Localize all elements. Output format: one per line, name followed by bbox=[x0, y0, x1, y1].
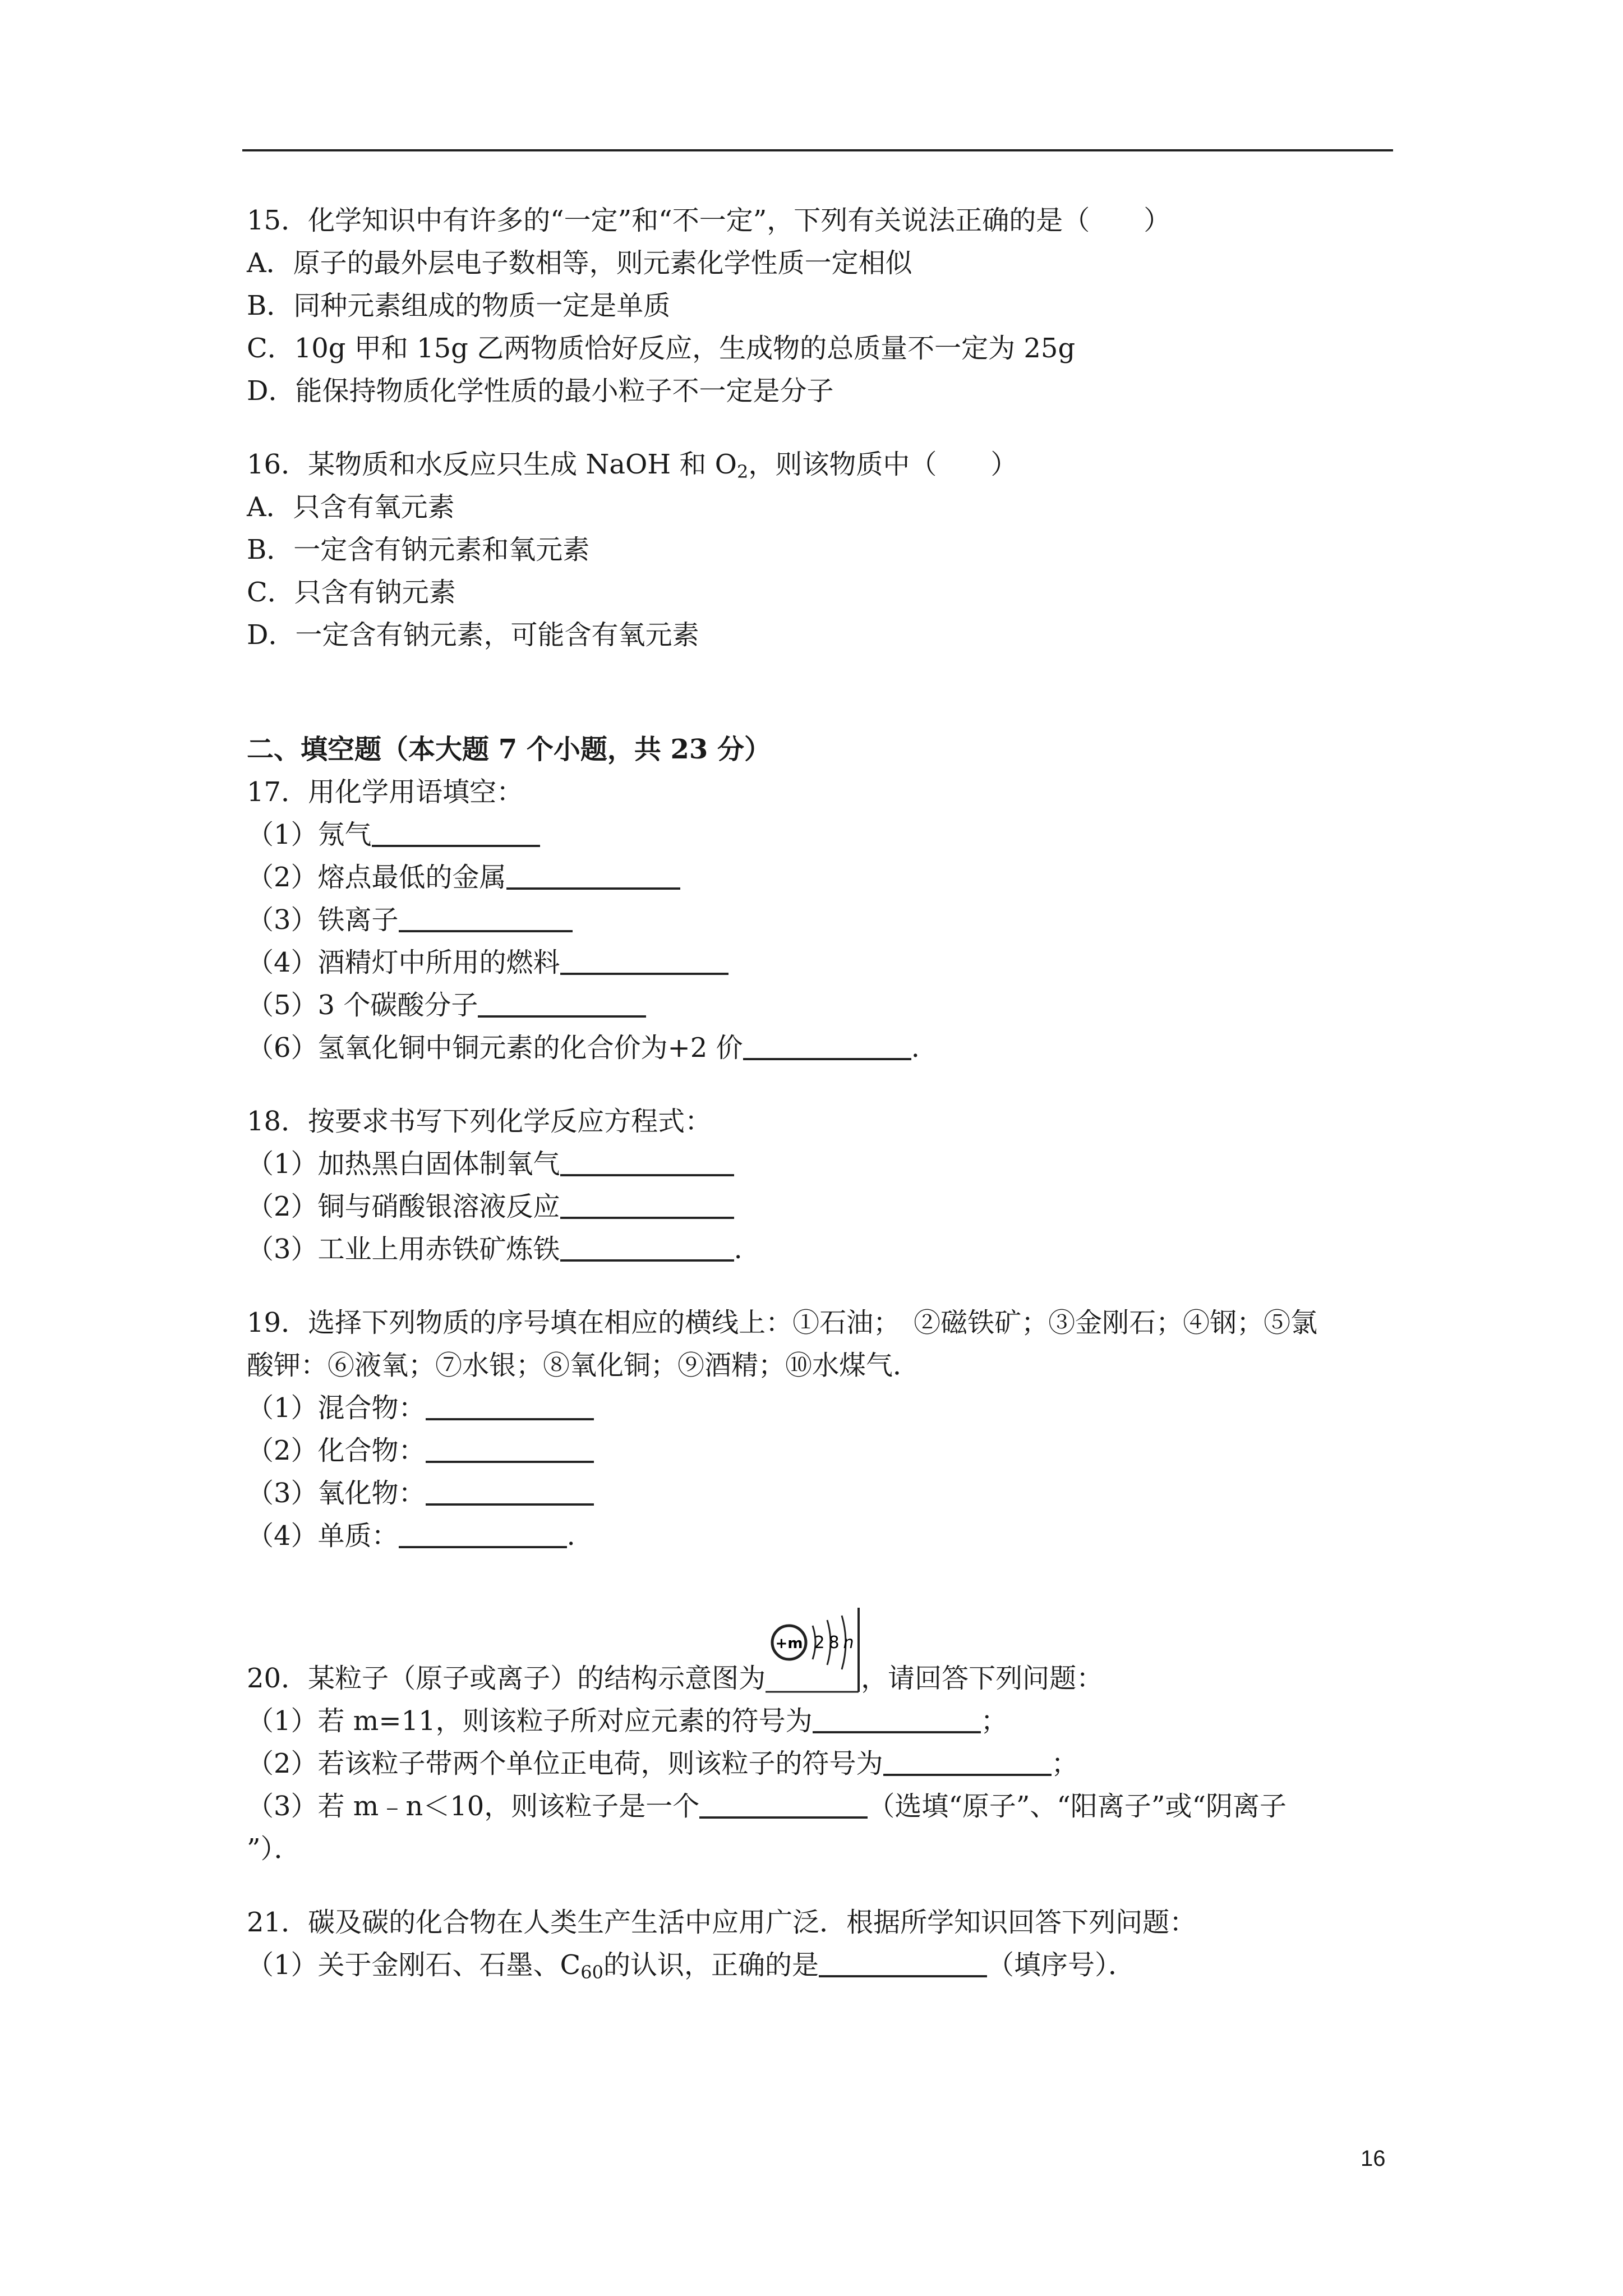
shell-1-electrons: 2 bbox=[814, 1633, 825, 1653]
header-rule bbox=[242, 149, 1393, 151]
item-1: （1）关于金刚石、石墨、$C_{60}$的认识，正确的是 （填序号）． bbox=[247, 1949, 1136, 1983]
question-19 bbox=[247, 1301, 1402, 1557]
nucleus-label: +m bbox=[775, 1635, 803, 1652]
item-3: （3）铁离子 bbox=[247, 899, 1402, 941]
answer-blank[interactable] bbox=[506, 861, 680, 890]
question-stem: 19．选择下列物质的序号填在相应的横线上：①石油； ②磁铁矿；③金刚石；④钢；⑤氯 bbox=[247, 1307, 1318, 1338]
answer-blank[interactable] bbox=[560, 1232, 734, 1262]
question-stem-cont: 酸钾：⑥液氧；⑦水银；⑧氧化铜；⑨酒精；⑩水煤气． bbox=[247, 1350, 920, 1381]
shell-2-electrons: 8 bbox=[828, 1633, 840, 1653]
page-number: 16 bbox=[1361, 2146, 1386, 2171]
item-3-cont: ”）． bbox=[247, 1833, 301, 1865]
answer-blank[interactable] bbox=[426, 1434, 594, 1463]
answer-blank[interactable] bbox=[883, 1747, 1052, 1776]
item-1: （1）混合物： bbox=[247, 1387, 1402, 1429]
answer-blank[interactable] bbox=[560, 1190, 734, 1219]
answer-blank[interactable] bbox=[372, 818, 540, 847]
question-21 bbox=[247, 1901, 1402, 1986]
answer-blank[interactable] bbox=[399, 903, 573, 932]
item-2: （2）若该粒子带两个单位正电荷，则该粒子的符号为 ； bbox=[247, 1748, 1078, 1779]
item-3: （3）工业上用赤铁矿炼铁 . bbox=[247, 1234, 743, 1265]
question-16 bbox=[247, 443, 1402, 656]
option-c: C．只含有钠元素 bbox=[247, 577, 456, 608]
answer-blank[interactable] bbox=[560, 946, 728, 975]
question-18 bbox=[247, 1100, 1402, 1271]
item-1: （1）若 m=11，则该粒子所对应元素的符号为 ； bbox=[247, 1705, 1008, 1737]
question-stem: 20．某粒子（原子或离子）的结构示意图为 +m 2 8 n ，请回答下列问题： bbox=[247, 1608, 1402, 1700]
question-15 bbox=[247, 199, 1402, 412]
item-5: （5）3 个碳酸分子 bbox=[247, 984, 1402, 1027]
answer-blank[interactable] bbox=[743, 1031, 911, 1060]
option-b: B．同种元素组成的物质一定是单质 bbox=[247, 290, 671, 321]
question-stem: 21．碳及碳的化合物在人类生产生活中应用广泛．根据所学知识回答下列问题： bbox=[247, 1907, 1197, 1938]
item-6: （6）氢氧化铜中铜元素的化合价为+2 价 . bbox=[247, 1032, 920, 1064]
item-4: （4）单质： . bbox=[247, 1520, 575, 1552]
answer-blank[interactable] bbox=[560, 1147, 734, 1176]
answer-blank[interactable] bbox=[399, 1519, 567, 1548]
answer-blank[interactable] bbox=[426, 1391, 594, 1420]
question-stem: 16．某物质和水反应只生成 NaOH 和 $O_2$，则该物质中（ ） bbox=[247, 449, 1018, 482]
option-b: B．一定含有钠元素和氧元素 bbox=[247, 534, 590, 565]
item-2: （2）铜与硝酸银溶液反应 bbox=[247, 1185, 1402, 1228]
answer-blank[interactable] bbox=[478, 988, 646, 1018]
answer-blank[interactable] bbox=[813, 1704, 981, 1733]
item-2: （2）化合物： bbox=[247, 1429, 1402, 1472]
answer-blank[interactable] bbox=[426, 1476, 594, 1506]
question-20 bbox=[247, 1608, 1402, 1870]
answer-blank[interactable] bbox=[819, 1948, 987, 1977]
option-d: D．一定含有钠元素，可能含有氧元素 bbox=[247, 619, 699, 651]
option-d: D．能保持物质化学性质的最小粒子不一定是分子 bbox=[247, 375, 834, 407]
item-4: （4）酒精灯中所用的燃料 bbox=[247, 941, 1402, 984]
document-body bbox=[247, 199, 1402, 2017]
item-1: （1）氖气 bbox=[247, 813, 1402, 856]
item-3: （3）氧化物： bbox=[247, 1472, 1402, 1515]
item-1: （1）加热黑白固体制氧气 bbox=[247, 1143, 1402, 1185]
shell-3-electrons: n bbox=[843, 1633, 854, 1653]
question-stem: 18．按要求书写下列化学反应方程式： bbox=[247, 1106, 712, 1137]
atomic-structure-diagram bbox=[766, 1608, 861, 1697]
atomic-structure-svg bbox=[766, 1608, 861, 1697]
option-c: C．10g 甲和 15g 乙两物质恰好反应，生成物的总质量不一定为 25g bbox=[247, 333, 1076, 364]
question-stem: 17．用化学用语填空： bbox=[247, 776, 524, 808]
question-17 bbox=[247, 771, 1402, 1069]
option-a: A．只含有氧元素 bbox=[247, 491, 455, 523]
item-3: （3）若 m﹣n＜10，则该粒子是一个 （选填“原子”、“阳离子”或“阴离子 bbox=[247, 1791, 1287, 1822]
question-stem: 15．化学知识中有许多的“一定”和“不一定”，下列有关说法正确的是（ ） bbox=[247, 205, 1171, 236]
option-a: A．原子的最外层电子数相等，则元素化学性质一定相似 bbox=[247, 247, 912, 279]
item-2: （2）熔点最低的金属 bbox=[247, 856, 1402, 899]
section-heading: 二、填空题（本大题 7 个小题，共 23 分） bbox=[247, 734, 772, 765]
answer-blank[interactable] bbox=[699, 1789, 868, 1819]
